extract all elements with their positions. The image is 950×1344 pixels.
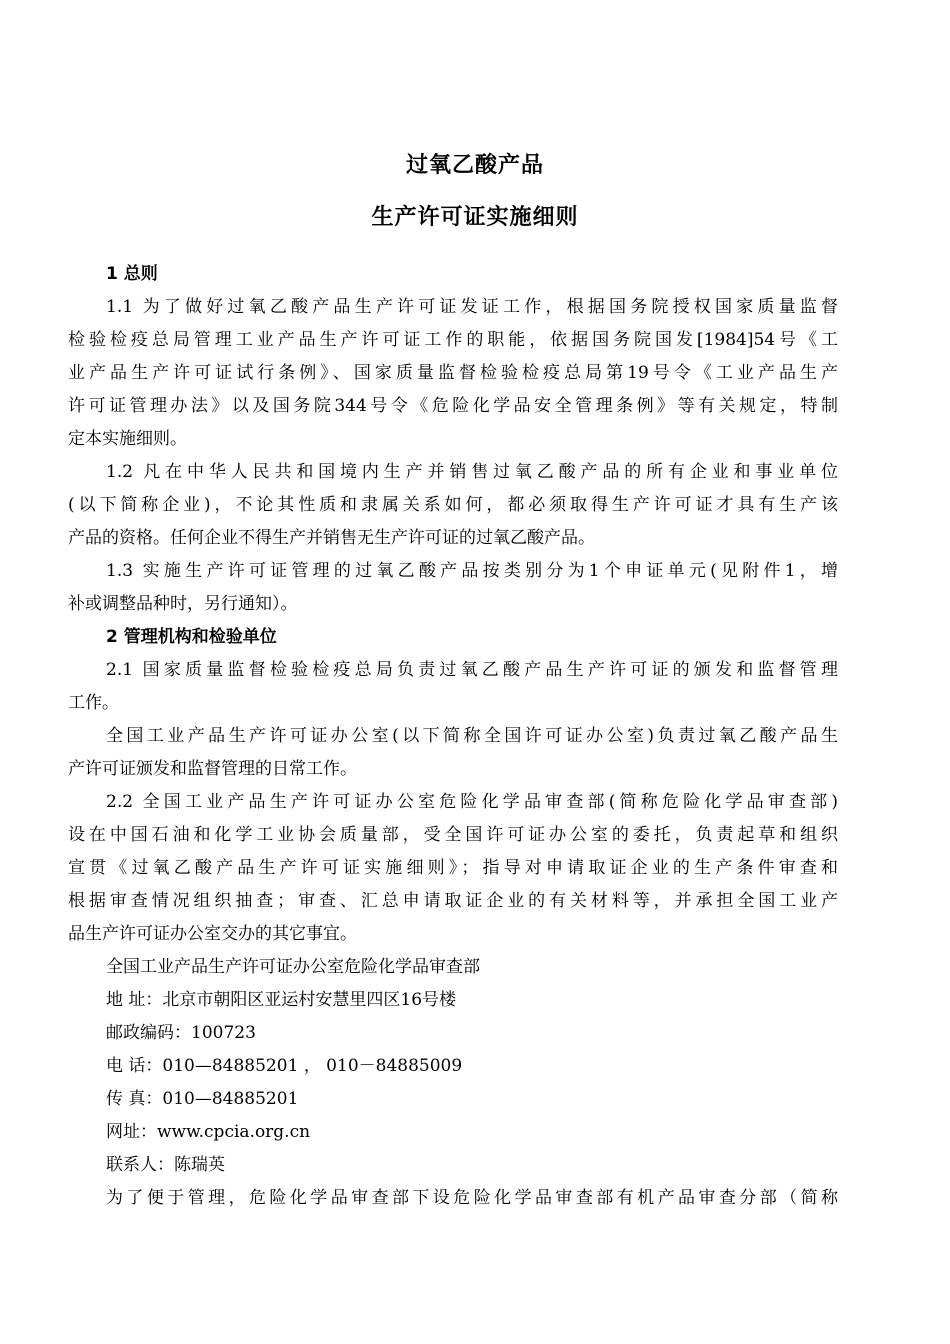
text-line: 检验检疫总局管理工业产品生产许可证工作的职能，依据国务院国发[1984]54号《工 [68, 330, 838, 350]
text-line: 业产品生产许可证试行条例》、国家质量监督检验检疫总局第19号令《工业产品生产 [68, 363, 838, 383]
text-line: 产许可证颁发和监督管理的日常工作。 [68, 759, 357, 779]
text-line: 1.3 实施生产许可证管理的过氧乙酸产品按类别分为1个申证单元(见附件1，增 [106, 561, 838, 581]
text-line: 宣贯《过氧乙酸产品生产许可证实施细则》；指导对申请取证企业的生产条件审查和 [68, 858, 838, 878]
section-heading: 1 总则 [106, 264, 158, 284]
text-line: 2.2 全国工业产品生产许可证办公室危险化学品审查部(简称危险化学品审查部) [106, 792, 838, 812]
text-line: 许可证管理办法》以及国务院344号令《危险化学品安全管理条例》等有关规定，特制 [68, 396, 838, 416]
text-line: 网址：www.cpcia.org.cn [106, 1122, 311, 1142]
text-line: 1.1 为了做好过氧乙酸产品生产许可证发证工作，根据国务院授权国家质量监督 [106, 297, 838, 317]
text-line: 地 址：北京市朝阳区亚运村安慧里四区16号楼 [106, 990, 457, 1010]
text-line: 定本实施细则。 [68, 429, 187, 449]
text-line: 传 真：010—84885201 [106, 1089, 299, 1109]
text-line: 2.1 国家质量监督检验检疫总局负责过氧乙酸产品生产许可证的颁发和监督管理 [106, 660, 838, 680]
text-line: (以下简称企业)，不论其性质和隶属关系如何，都必须取得生产许可证才具有生产该 [68, 495, 838, 515]
text-line: 邮政编码：100723 [106, 1023, 256, 1043]
text-line: 工作。 [68, 693, 119, 713]
text-line: 联系人：陈瑞英 [106, 1155, 225, 1175]
text-line: 补或调整品种时，另行通知）。 [68, 594, 298, 614]
text-line: 1.2 凡在中华人民共和国境内生产并销售过氧乙酸产品的所有企业和事业单位 [106, 462, 838, 482]
text-line: 电 话：010—84885201 ， 010－84885009 [106, 1056, 463, 1076]
text-line: 全国工业产品生产许可证办公室危险化学品审查部 [106, 957, 480, 977]
text-line: 品生产许可证办公室交办的其它事宜。 [68, 924, 357, 944]
text-line: 产品的资格。任何企业不得生产并销售无生产许可证的过氧乙酸产品。 [68, 528, 595, 548]
text-line: 为了便于管理，危险化学品审查部下设危险化学品审查部有机产品审查分部（简称 [106, 1188, 838, 1208]
document-body [68, 258, 838, 1215]
document-subtitle: 生产许可证实施细则 [371, 205, 579, 230]
text-line: 根据审查情况组织抽查；审查、汇总申请取证企业的有关材料等，并承担全国工业产 [68, 891, 838, 911]
document-title: 过氧乙酸产品 [405, 153, 544, 178]
text-line: 设在中国石油和化学工业协会质量部，受全国许可证办公室的委托，负责起草和组织 [68, 825, 838, 845]
text-line: 全国工业产品生产许可证办公室(以下简称全国许可证办公室)负责过氧乙酸产品生 [106, 726, 838, 746]
section-heading: 2 管理机构和检验单位 [106, 627, 277, 647]
